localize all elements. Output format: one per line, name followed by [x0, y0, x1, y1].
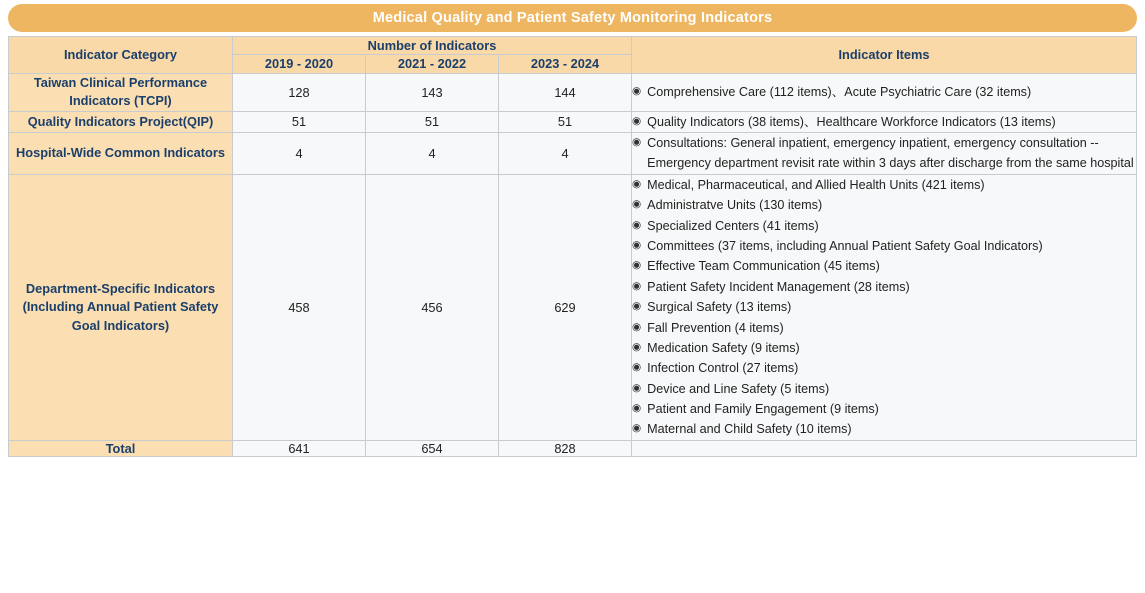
header-period-2023-2024: 2023 - 2024	[499, 55, 632, 73]
row-category-tcpi: Taiwan Clinical Performance Indicators (TCPI)	[9, 73, 233, 111]
list-item	[632, 216, 1136, 236]
cell-total-items-empty	[632, 440, 1137, 456]
list-item-label: Medical, Pharmaceutical, and Allied Health Units (421 items)	[647, 177, 985, 192]
table-row	[9, 174, 1137, 440]
list-item-label: Effective Team Communication (45 items)	[647, 259, 880, 274]
list-item	[632, 419, 1136, 439]
cell-department-specific-2019-2020: 458	[233, 174, 366, 440]
bullet-icon: ◉	[632, 198, 642, 211]
list-item	[632, 318, 1136, 338]
bullet-icon: ◉	[632, 320, 642, 333]
cell-tcpi-2019-2020: 128	[233, 73, 366, 111]
cell-total-2019-2020: 641	[233, 440, 366, 456]
list-item	[632, 112, 1136, 132]
row-category-total: Total	[9, 440, 233, 456]
list-item	[632, 256, 1136, 276]
row-category-department-specific: Department-Specific Indicators (Including Annual Patient Safety Goal Indicators)	[9, 174, 233, 440]
cell-total-2021-2022: 654	[366, 440, 499, 456]
document-title-bar	[8, 4, 1137, 32]
page-title: Medical Quality and Patient Safety Monitoring Indicators	[372, 10, 773, 26]
list-item	[632, 82, 1136, 102]
list-item	[632, 399, 1136, 419]
list-item-label: Consultations: General inpatient, emergency inpatient, emergency consultation -- Emergency department revisit rate within 3 days after discharge from the same hospital	[647, 136, 1134, 171]
cell-total-2023-2024: 828	[499, 440, 632, 456]
bullet-icon: ◉	[632, 114, 642, 127]
list-item-label: Device and Line Safety (5 items)	[647, 381, 830, 396]
row-category-hospital-wide: Hospital-Wide Common Indicators	[9, 133, 233, 175]
cell-hospital-wide-2019-2020: 4	[233, 133, 366, 175]
bullet-icon: ◉	[632, 361, 642, 374]
cell-qip-items	[632, 111, 1137, 132]
header-period-2019-2020: 2019 - 2020	[233, 55, 366, 73]
cell-tcpi-2021-2022: 143	[366, 73, 499, 111]
bullet-icon: ◉	[632, 218, 642, 231]
list-item-label: Patient and Family Engagement (9 items)	[647, 402, 879, 417]
header-indicator-category: Indicator Category	[9, 37, 233, 74]
cell-tcpi-items	[632, 73, 1137, 111]
bullet-icon: ◉	[632, 259, 642, 272]
table-head	[9, 37, 1137, 74]
bullet-icon: ◉	[632, 402, 642, 415]
bullet-icon: ◉	[632, 177, 642, 190]
list-item	[632, 297, 1136, 317]
indicators-table	[8, 36, 1137, 457]
table-row	[9, 73, 1137, 111]
bullet-icon: ◉	[632, 422, 642, 435]
list-item-label: Medication Safety (9 items)	[647, 340, 800, 355]
cell-department-specific-2021-2022: 456	[366, 174, 499, 440]
bullet-icon: ◉	[632, 136, 642, 149]
list-item-label: Surgical Safety (13 items)	[647, 300, 792, 315]
list-item	[632, 379, 1136, 399]
table-header-row-1	[9, 37, 1137, 55]
list-item-label: Fall Prevention (4 items)	[647, 320, 784, 335]
cell-tcpi-2023-2024: 144	[499, 73, 632, 111]
list-item	[632, 236, 1136, 256]
list-item-label: Specialized Centers (41 items)	[647, 218, 819, 233]
list-item-label: Quality Indicators (38 items)、Healthcare Workforce Indicators (13 items)	[647, 114, 1056, 129]
list-item-label: Committees (37 items, including Annual Patient Safety Goal Indicators)	[647, 238, 1043, 253]
bullet-icon: ◉	[632, 381, 642, 394]
cell-department-specific-items	[632, 174, 1137, 440]
cell-qip-2019-2020: 51	[233, 111, 366, 132]
cell-hospital-wide-2021-2022: 4	[366, 133, 499, 175]
header-number-of-indicators: Number of Indicators	[233, 37, 632, 55]
cell-department-specific-2023-2024: 629	[499, 174, 632, 440]
list-item-label: Patient Safety Incident Management (28 items)	[647, 279, 910, 294]
list-item	[632, 195, 1136, 215]
cell-hospital-wide-2023-2024: 4	[499, 133, 632, 175]
list-item	[632, 358, 1136, 378]
header-indicator-items: Indicator Items	[632, 37, 1137, 74]
bullet-icon: ◉	[632, 238, 642, 251]
list-item	[632, 338, 1136, 358]
list-item-label: Infection Control (27 items)	[647, 361, 799, 376]
row-category-qip: Quality Indicators Project(QIP)	[9, 111, 233, 132]
table-row	[9, 133, 1137, 175]
list-item	[632, 133, 1136, 174]
list-item	[632, 175, 1136, 195]
header-period-2021-2022: 2021 - 2022	[366, 55, 499, 73]
bullet-icon: ◉	[632, 84, 642, 97]
bullet-icon: ◉	[632, 340, 642, 353]
table-body	[9, 73, 1137, 456]
cell-qip-2023-2024: 51	[499, 111, 632, 132]
table-row	[9, 111, 1137, 132]
bullet-icon: ◉	[632, 279, 642, 292]
bullet-icon: ◉	[632, 300, 642, 313]
list-item-label: Comprehensive Care (112 items)、Acute Psychiatric Care (32 items)	[647, 84, 1032, 99]
table-row-total	[9, 440, 1137, 456]
list-item	[632, 277, 1136, 297]
cell-hospital-wide-items	[632, 133, 1137, 175]
cell-qip-2021-2022: 51	[366, 111, 499, 132]
list-item-label: Maternal and Child Safety (10 items)	[647, 422, 852, 437]
list-item-label: Administratve Units (130 items)	[647, 198, 823, 213]
